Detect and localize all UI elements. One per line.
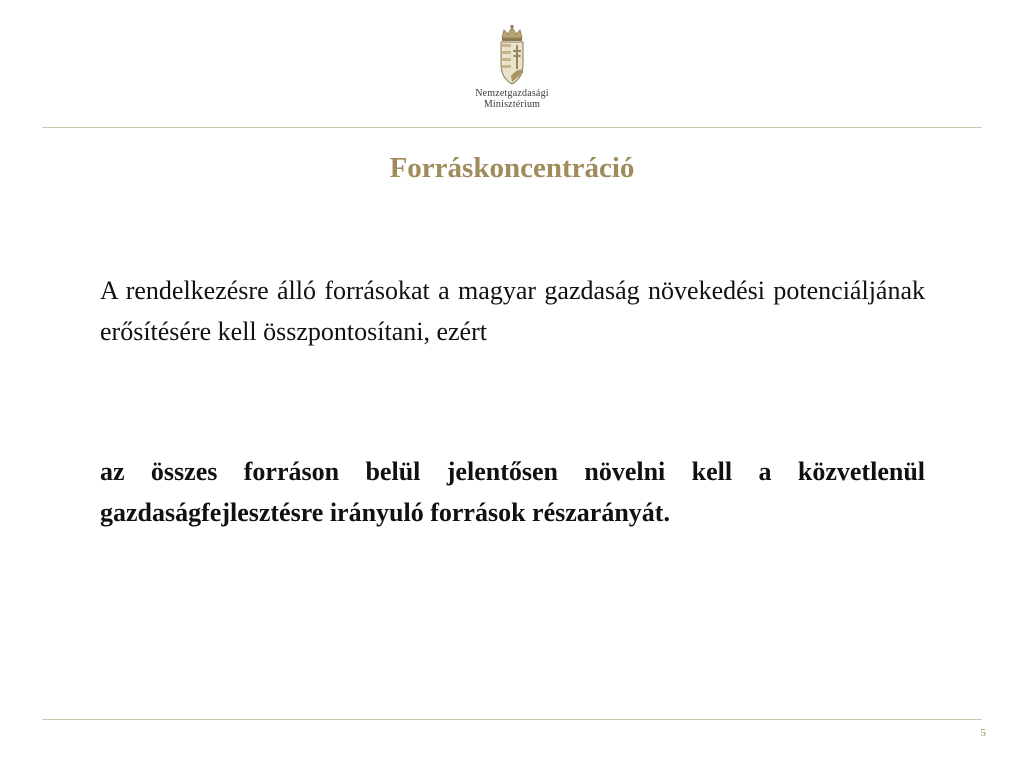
header-divider: [42, 127, 982, 128]
body-paragraph-1: A rendelkezésre álló forrásokat a magyar gazdaság növekedési potenciáljának erősítésére kell összpontosítani, ezért: [100, 276, 925, 346]
ministry-name: [452, 88, 572, 110]
coat-of-arms-icon: [496, 24, 528, 86]
ministry-logo: [452, 24, 572, 120]
body-paragraph-2-bold: az összes forráson belül jelentősen növelni kell a közvetlenül gazdaságfejlesztésre irányuló források részarányát.: [100, 457, 925, 527]
page-number: 5: [980, 727, 986, 739]
ministry-name-line-2: Minisztérium: [483, 99, 541, 110]
slide-title: Forráskoncentráció: [389, 152, 635, 184]
ministry-name-line-1: Nemzetgazdasági: [475, 88, 549, 99]
footer-divider: [42, 719, 982, 720]
